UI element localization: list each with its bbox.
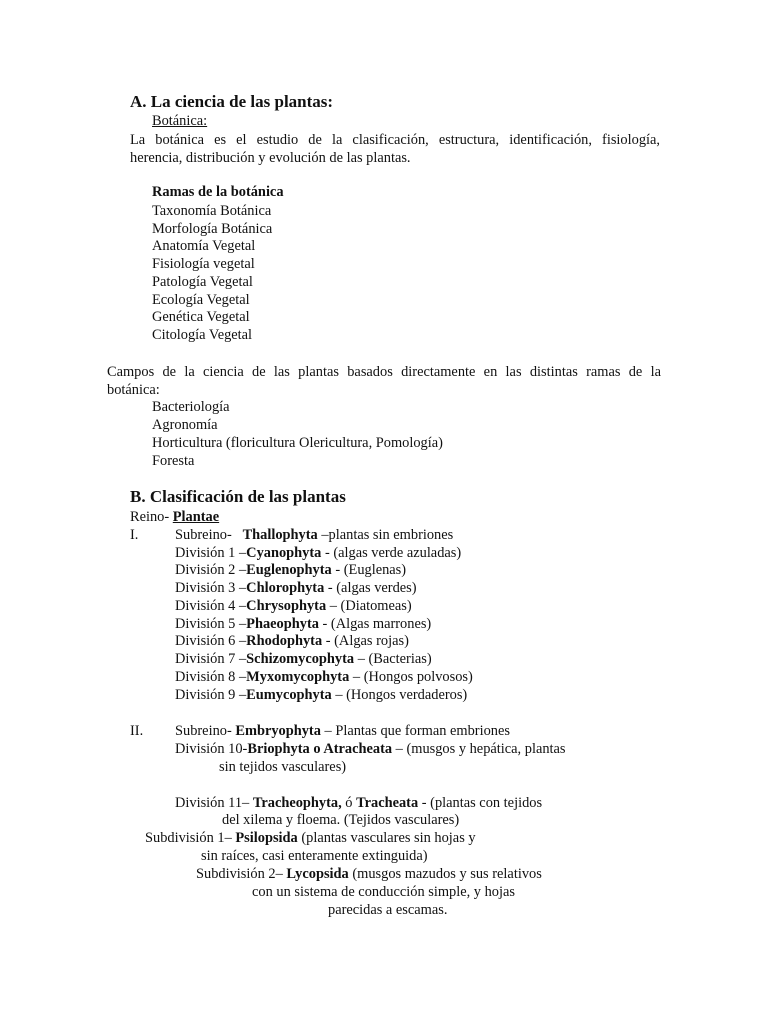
branch-item: Ecología Vegetal — [152, 292, 250, 308]
subdivision-1-desc: (plantas vasculares sin hojas y — [297, 830, 476, 846]
branch-item: Citología Vegetal — [152, 327, 253, 343]
division-11-name-2: Tracheata — [356, 795, 419, 811]
division-name: Rhodophyta — [246, 633, 323, 649]
division-11-desc: - (plantas con tejidos — [418, 795, 543, 811]
subreino-2-name: Embryophyta — [235, 723, 321, 739]
division-10-desc: – (musgos y hepática, plantas — [392, 741, 566, 757]
subdivision-1-name: Psilopsida — [235, 830, 298, 846]
intro-line-1: La botánica es el estudio de la clasificación, estructura, identificación, fisiología, — [130, 132, 660, 148]
field-item: Agronomía — [152, 417, 218, 433]
division-row — [175, 597, 412, 615]
division-11-prefix: División 11– — [175, 795, 253, 811]
subdivision-2-line — [196, 865, 542, 883]
division-row — [175, 632, 409, 650]
division-name: Schizomycophyta — [246, 651, 355, 667]
division-prefix: División 2 – — [175, 562, 247, 578]
division-name: Myxomycophyta — [246, 669, 350, 685]
division-desc: – (Hongos verdaderos) — [331, 687, 468, 703]
reino-line — [130, 508, 219, 526]
field-item: Bacteriología — [152, 399, 230, 415]
division-desc: - (Euglenas) — [331, 562, 407, 578]
division-name: Cyanophyta — [246, 545, 322, 561]
branch-item: Fisiología vegetal — [152, 256, 255, 272]
division-row — [175, 686, 467, 704]
division-row — [175, 668, 473, 686]
division-11-mid: ó — [341, 795, 357, 811]
division-prefix: División 4 – — [175, 598, 247, 614]
section-b-heading: B. Clasificación de las plantas — [130, 487, 346, 506]
division-row — [175, 615, 431, 633]
field-item: Foresta — [152, 453, 195, 469]
fields-line-2: botánica: — [107, 382, 160, 398]
subdivision-2-line-2: con un sistema de conducción simple, y hojas — [252, 884, 515, 900]
division-prefix: División 5 – — [175, 616, 247, 632]
subdivision-2-line-3: parecidas a escamas. — [328, 902, 448, 918]
division-desc: - (algas verdes) — [324, 580, 417, 596]
subreino-1-suffix: –plantas sin embriones — [317, 527, 454, 543]
division-prefix: División 7 – — [175, 651, 247, 667]
subdivision-1-line — [145, 829, 476, 847]
division-10-line — [175, 740, 566, 758]
subreino-1-name: Thallophyta — [242, 527, 318, 543]
division-name: Euglenophyta — [246, 562, 332, 578]
division-desc: – (Hongos polvosos) — [349, 669, 473, 685]
branch-item: Genética Vegetal — [152, 309, 250, 325]
division-prefix: División 6 – — [175, 633, 247, 649]
division-prefix: División 8 – — [175, 669, 247, 685]
division-name: Chrysophyta — [246, 598, 327, 614]
branches-title: Ramas de la botánica — [152, 184, 284, 200]
division-desc: - (Algas rojas) — [322, 633, 409, 649]
division-name: Phaeophyta — [246, 616, 319, 632]
division-row — [175, 579, 417, 597]
subdivision-2-name: Lycopsida — [286, 866, 349, 882]
division-name: Eumycophyta — [246, 687, 332, 703]
subdivision-1-prefix: Subdivisión 1– — [145, 830, 236, 846]
division-11-line-2: del xilema y floema. (Tejidos vasculares) — [222, 812, 460, 828]
subdivision-2-prefix: Subdivisión 2– — [196, 866, 287, 882]
subdivision-2-desc: (musgos mazudos y sus relativos — [348, 866, 542, 882]
division-desc: - (Algas marrones) — [318, 616, 432, 632]
division-10-line-2: sin tejidos vasculares) — [219, 759, 347, 775]
subreino-1-line — [175, 526, 453, 544]
branch-item: Patología Vegetal — [152, 274, 253, 290]
subreino-2-numeral: II. — [130, 723, 144, 739]
subreino-2-line — [175, 722, 510, 740]
division-row — [175, 650, 432, 668]
subreino-1-prefix: Subreino- — [175, 527, 243, 543]
reino-prefix: Reino- — [130, 509, 173, 525]
division-desc: – (Diatomeas) — [326, 598, 412, 614]
division-11-name-1: Tracheophyta, — [252, 795, 342, 811]
division-prefix: División 1 – — [175, 545, 247, 561]
subdivision-1-line-2: sin raíces, casi enteramente extinguida) — [201, 848, 428, 864]
intro-line-2: herencia, distribución y evolución de las plantas. — [130, 150, 411, 166]
subreino-2-suffix: – Plantas que forman embriones — [320, 723, 510, 739]
division-desc: - (algas verde azuladas) — [321, 545, 462, 561]
division-name: Chlorophyta — [246, 580, 325, 596]
branch-item: Morfología Botánica — [152, 221, 273, 237]
division-11-line — [175, 794, 542, 812]
division-10-prefix: División 10- — [175, 741, 248, 757]
section-a-heading: A. La ciencia de las plantas: — [130, 92, 334, 111]
branch-item: Taxonomía Botánica — [152, 203, 272, 219]
division-desc: – (Bacterias) — [354, 651, 432, 667]
subreino-2-prefix: Subreino- — [175, 723, 236, 739]
division-10-name: Briophyta o Atracheata — [247, 741, 393, 757]
fields-line-1: Campos de la ciencia de las plantas basados directamente en las distintas ramas de la — [107, 364, 661, 380]
reino-name: Plantae — [172, 509, 220, 525]
field-item: Horticultura (floricultura Olericultura, Pomología) — [152, 435, 443, 451]
division-prefix: División 3 – — [175, 580, 247, 596]
subreino-1-numeral: I. — [130, 527, 139, 543]
division-row — [175, 544, 461, 562]
division-row — [175, 561, 406, 579]
branch-item: Anatomía Vegetal — [152, 238, 256, 254]
botanica-subheading: Botánica: — [152, 113, 208, 129]
division-prefix: División 9 – — [175, 687, 247, 703]
